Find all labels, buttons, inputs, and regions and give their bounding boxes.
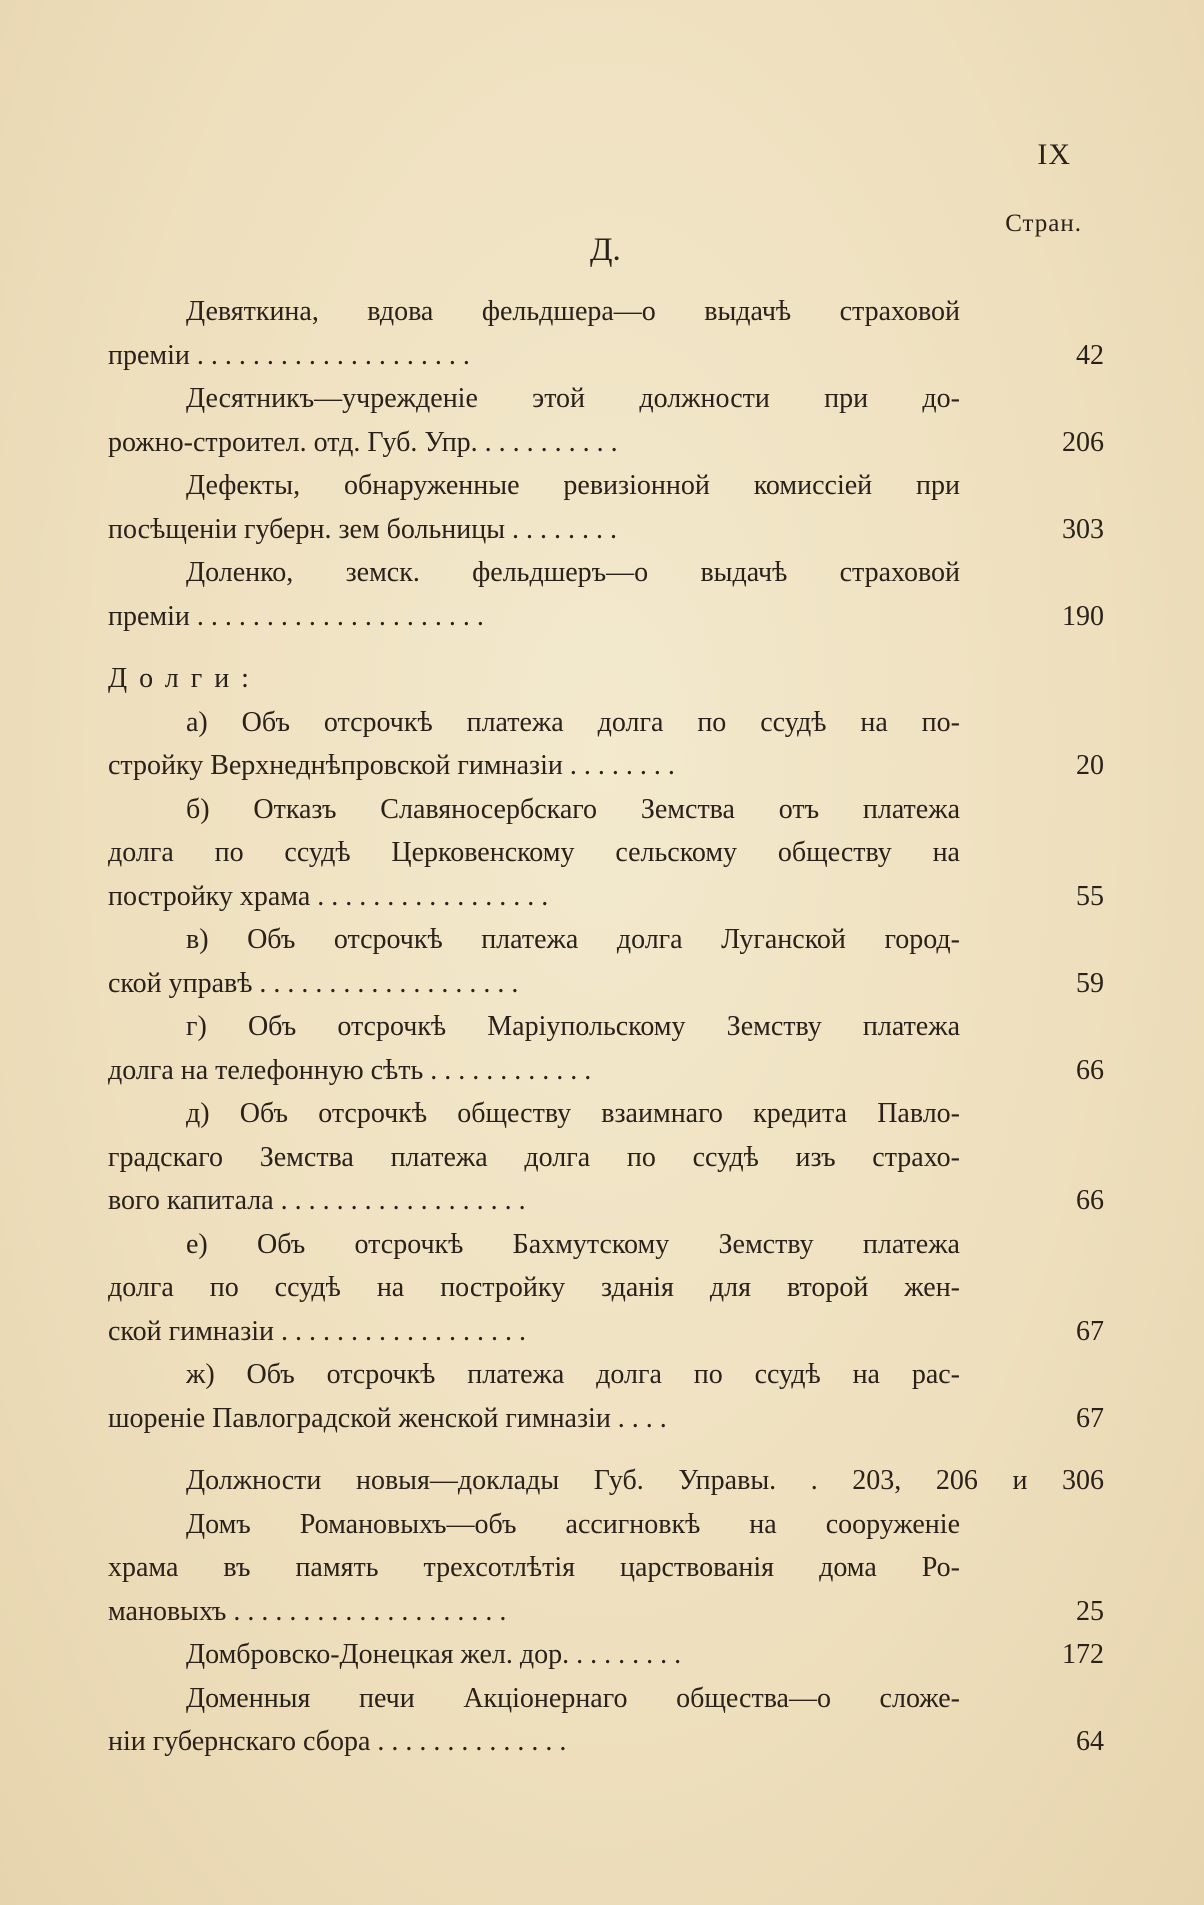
index-line <box>108 1397 1104 1441</box>
index-line-text: б) Отказъ Славяносербскаго Земства отъ платежа <box>186 793 960 825</box>
index-line <box>108 1503 1104 1547</box>
index-line <box>108 421 1104 465</box>
index-line <box>108 1136 1104 1180</box>
index-line-text: шореніе Павлоградской женской гимназіи . . . . <box>108 1402 667 1434</box>
index-line-text: Десятникъ—учрежденіе этой должности при до- <box>186 383 960 414</box>
index-line-page: 67 <box>1076 1315 1104 1347</box>
index-line <box>108 1590 1104 1634</box>
index-line-page: 25 <box>1076 1595 1104 1627</box>
index-line <box>108 1092 1104 1136</box>
index-line-text: ж) Объ отсрочкѣ платежа долга по ссудѣ на рас- <box>186 1359 960 1390</box>
index-line <box>108 464 1104 508</box>
index-line-page: 206 <box>1062 426 1104 458</box>
index-line-text: Девяткина, вдова фельдшера—о выдачѣ страховой <box>186 296 960 327</box>
index-line-text: долга по ссудѣ Церковенскому сельскому обществу на <box>108 837 960 868</box>
index-line-text: преміи . . . . . . . . . . . . . . . . . . . . <box>108 339 470 371</box>
index-line-text: Дефекты, обнаруженные ревизіонной комиссіей при <box>186 470 960 501</box>
index-line-text: г) Объ отсрочкѣ Маріупольскому Земству платежа <box>186 1011 960 1042</box>
index-line-text: градскаго Земства платежа долга по ссудѣ изъ страхо- <box>108 1141 960 1173</box>
index-line-text: Долги: <box>108 663 261 694</box>
index-line-text: ской гимназіи . . . . . . . . . . . . . . . . . . <box>108 1315 527 1347</box>
index-line-text: Доменныя печи Акціонернаго общества—о сложе- <box>186 1682 960 1714</box>
index-line <box>108 788 1104 832</box>
index-line <box>108 744 1104 788</box>
index-line-text: в) Объ отсрочкѣ платежа долга Луганской город- <box>186 924 960 955</box>
index-line <box>108 1720 1104 1764</box>
index-line <box>108 701 1104 745</box>
index-line <box>108 508 1104 552</box>
index-entries <box>108 290 1104 1764</box>
index-line <box>108 1310 1104 1354</box>
index-line <box>108 1049 1104 1093</box>
index-line-page: 59 <box>1076 967 1104 999</box>
index-line <box>108 962 1104 1006</box>
index-line-text: мановыхъ . . . . . . . . . . . . . . . . . . . . <box>108 1595 507 1627</box>
index-line <box>108 377 1104 421</box>
page-column-label: Стран. <box>1005 210 1082 237</box>
index-line-page: 190 <box>1062 600 1104 632</box>
index-line-text: е) Объ отсрочкѣ Бахмутскому Земству платежа <box>186 1228 960 1260</box>
index-line <box>108 551 1104 595</box>
index-line-page: 55 <box>1076 880 1104 912</box>
index-line-text: долга по ссудѣ на постройку зданія для второй жен- <box>108 1272 960 1303</box>
index-line-text: Домбровско-Донецкая жел. дор. . . . . . . . . <box>186 1639 682 1670</box>
index-line-text: преміи . . . . . . . . . . . . . . . . . . . . . <box>108 600 484 632</box>
index-line-text: Домъ Романовыхъ—объ ассигновкѣ на сооруженіе <box>186 1508 960 1540</box>
index-line-page: 64 <box>1076 1726 1104 1757</box>
index-line-text: храма въ память трехсотлѣтія царствованія дома Ро- <box>108 1552 960 1583</box>
index-line <box>108 1005 1104 1049</box>
index-line-text: а) Объ отсрочкѣ платежа долга по ссудѣ на по- <box>186 706 960 738</box>
index-line-page: 42 <box>1076 339 1104 371</box>
index-line <box>108 1179 1104 1223</box>
index-line <box>108 1677 1104 1721</box>
index-line-text: д) Объ отсрочкѣ обществу взаимнаго кредита Павло- <box>186 1098 960 1129</box>
index-line <box>108 831 1104 875</box>
index-line-page: 20 <box>1076 750 1104 781</box>
index-line <box>108 1459 1104 1503</box>
index-line <box>108 875 1104 919</box>
index-line <box>108 1223 1104 1267</box>
index-line-text: постройку храма . . . . . . . . . . . . . . . . . <box>108 880 549 912</box>
index-line-text: рожно-строител. отд. Губ. Упр. . . . . . . . . . . <box>108 426 618 458</box>
index-line <box>108 1266 1104 1310</box>
index-line <box>108 918 1104 962</box>
index-line-page: 66 <box>1076 1054 1104 1086</box>
index-line-text: долга на телефонную сѣть . . . . . . . . . . . . <box>108 1054 592 1086</box>
index-line-text: вого капитала . . . . . . . . . . . . . . . . . . <box>108 1185 526 1216</box>
index-line <box>108 290 1104 334</box>
index-line <box>108 1546 1104 1590</box>
index-line-text: Должности новыя—доклады Губ. Управы. . 203, 206 и 306 <box>186 1465 1104 1496</box>
page-number: IX <box>1037 138 1071 171</box>
index-line-text: ніи губернскаго сбора . . . . . . . . . . . . . . <box>108 1726 567 1757</box>
index-line <box>108 334 1104 378</box>
index-line-text: стройку Верхнеднѣпровской гимназіи . . . . . . . . <box>108 750 675 781</box>
index-line <box>108 657 1104 701</box>
index-line-page: 67 <box>1076 1402 1104 1434</box>
index-line-page: 172 <box>1062 1639 1104 1670</box>
index-line-text: ской управѣ . . . . . . . . . . . . . . . . . . . <box>108 967 519 999</box>
index-line-text: посѣщеніи губерн. зем больницы . . . . . . . . <box>108 513 618 545</box>
index-line <box>108 1353 1104 1397</box>
letter-heading: Д. <box>590 232 621 268</box>
index-line-page: 66 <box>1076 1185 1104 1216</box>
index-line-page: 303 <box>1062 513 1104 545</box>
index-line-text: Доленко, земск. фельдшеръ—о выдачѣ страховой <box>186 557 960 588</box>
index-line <box>108 595 1104 639</box>
index-line <box>108 1633 1104 1677</box>
